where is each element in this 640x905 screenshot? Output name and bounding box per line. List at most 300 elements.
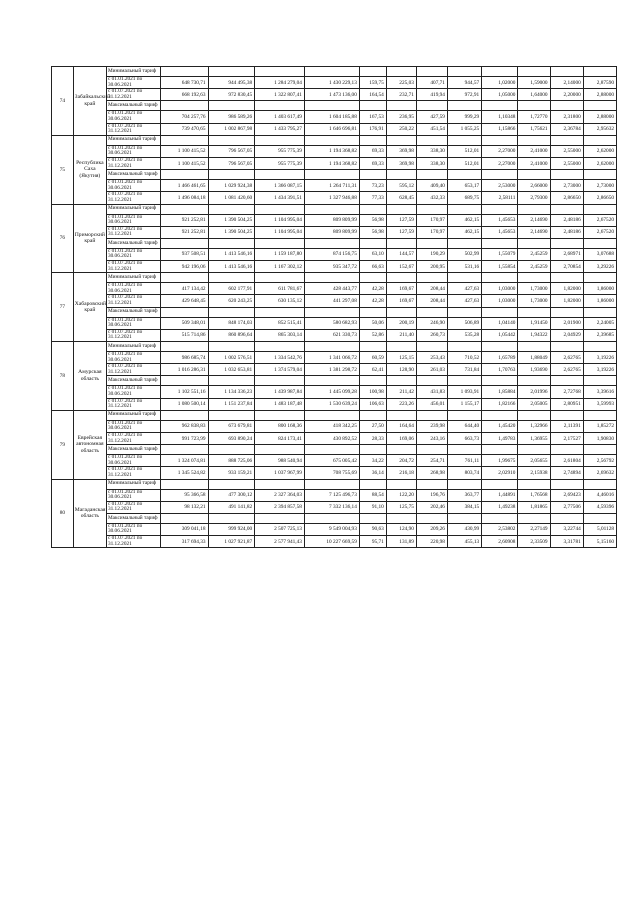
tariff-value-row	[52, 536, 617, 548]
empty-cell	[304, 513, 359, 523]
tariff-value-row	[52, 261, 617, 273]
empty-cell	[208, 204, 255, 214]
tariff-value: 739 470,65	[160, 123, 208, 135]
period-label: с 01.01.2021 по 30.06.2021	[106, 455, 160, 467]
empty-cell	[447, 410, 481, 420]
tariff-value: 2,86650	[550, 192, 583, 204]
empty-cell	[160, 101, 208, 111]
empty-cell	[386, 376, 416, 386]
empty-cell	[416, 238, 447, 248]
tariff-value: 1,05000	[482, 89, 518, 101]
tariff-value: 2 327 364,03	[255, 489, 305, 501]
tariff-value: 1 334 542,76	[255, 352, 305, 364]
empty-cell	[160, 445, 208, 455]
tariff-value: 3,19226	[583, 364, 616, 376]
tariff-value: 451,54	[416, 123, 447, 135]
empty-cell	[386, 410, 416, 420]
tariff-value: 1,49783	[482, 432, 518, 444]
tariff-value: 648 730,71	[160, 77, 208, 89]
tariff-value: 944 495,38	[208, 77, 255, 89]
tariff-value: 2,80951	[550, 398, 583, 410]
region-name: Республика Саха (Якутия)	[73, 135, 106, 204]
tariff-value: 1 366 087,15	[255, 180, 305, 192]
tariff-value: 2,17527	[550, 432, 583, 444]
tariff-value: 2,74894	[550, 467, 583, 479]
empty-cell	[160, 238, 208, 248]
empty-cell	[255, 342, 305, 352]
row-number: 75	[52, 135, 74, 204]
empty-cell	[550, 101, 583, 111]
min-tariff-label: Минимальный тариф	[106, 204, 160, 214]
tariff-value: 63,10	[359, 248, 386, 260]
empty-cell	[550, 307, 583, 317]
empty-cell	[255, 135, 305, 145]
empty-cell	[447, 513, 481, 523]
tariff-header-row	[52, 445, 617, 455]
tariff-value: 128,90	[386, 364, 416, 376]
tariff-value: 462,15	[447, 226, 481, 238]
tariff-value: 531,16	[447, 261, 481, 273]
empty-cell	[518, 101, 550, 111]
tariff-header-row	[52, 238, 617, 248]
period-label: с 01.07.2021 по 31.12.2021	[106, 123, 160, 135]
tariff-value: 428 443,77	[304, 283, 359, 295]
empty-cell	[386, 135, 416, 145]
tariff-value: 708 755,69	[304, 467, 359, 479]
tariff-value: 2,62765	[550, 364, 583, 376]
tariff-value: 170,97	[416, 226, 447, 238]
empty-cell	[304, 101, 359, 111]
tariff-value: 704 257,76	[160, 111, 208, 123]
tariff-value: 211,40	[386, 329, 416, 341]
tariff-value: 2 507 725,13	[255, 523, 305, 535]
tariff-value: 2,05005	[518, 398, 550, 410]
tariff-value: 1 390 504,25	[208, 214, 255, 226]
empty-cell	[255, 445, 305, 455]
period-label: с 01.07.2021 по 31.12.2021	[106, 89, 160, 101]
tariff-value: 1 081 420,60	[208, 192, 255, 204]
tariff-value: 1 466 461,65	[160, 180, 208, 192]
tariff-value: 800 168,36	[255, 420, 305, 432]
tariff-value: 1 430 229,13	[304, 77, 359, 89]
tariff-value: 1 016 286,31	[160, 364, 208, 376]
tariff-value: 796 567,05	[208, 157, 255, 169]
tariff-value: 509 348,01	[160, 317, 208, 329]
empty-cell	[255, 170, 305, 180]
empty-cell	[518, 376, 550, 386]
empty-cell	[359, 204, 386, 214]
tariff-value: 5,15160	[583, 536, 616, 548]
empty-cell	[447, 67, 481, 77]
empty-cell	[447, 238, 481, 248]
tariff-value: 2,14690	[518, 226, 550, 238]
empty-cell	[518, 67, 550, 77]
tariff-value: 803,74	[447, 467, 481, 479]
tariff-value: 159,75	[359, 77, 386, 89]
tariff-value: 2,55000	[550, 145, 583, 157]
empty-cell	[416, 67, 447, 77]
region-name: Приморский край	[73, 204, 106, 273]
tariff-value: 88,54	[359, 489, 386, 501]
tariff-value-row	[52, 123, 617, 135]
period-label: с 01.07.2021 по 31.12.2021	[106, 536, 160, 548]
tariff-value: 2,45259	[518, 248, 550, 260]
tariff-value: 2,67520	[583, 214, 616, 226]
tariff-value-row	[52, 501, 617, 513]
tariff-value-row	[52, 226, 617, 238]
tariff-value: 2,15938	[518, 467, 550, 479]
tariff-value: 176,91	[359, 123, 386, 135]
tariff-value: 2,20000	[550, 89, 583, 101]
tariff-value: 7 332 136,14	[304, 501, 359, 513]
tariff-value: 1 029 924,38	[208, 180, 255, 192]
tariff-value: 1 002 576,51	[208, 352, 255, 364]
empty-cell	[359, 101, 386, 111]
period-label: с 01.07.2021 по 31.12.2021	[106, 295, 160, 307]
empty-cell	[160, 170, 208, 180]
tariff-value: 1,90830	[583, 432, 616, 444]
tariff-value: 100,98	[359, 386, 386, 398]
tariff-value: 250,22	[386, 123, 416, 135]
tariff-value: 432,33	[416, 192, 447, 204]
tariff-value: 602 177,91	[208, 283, 255, 295]
empty-cell	[447, 101, 481, 111]
tariff-value: 673 679,81	[208, 420, 255, 432]
tariff-value: 2,39685	[583, 329, 616, 341]
tariff-value: 2,41000	[518, 145, 550, 157]
empty-cell	[359, 273, 386, 283]
tariff-value: 204,72	[386, 455, 416, 467]
tariff-value: 2,58111	[482, 192, 518, 204]
tariff-value: 409,40	[416, 180, 447, 192]
tariff-header-row	[52, 273, 617, 283]
empty-cell	[304, 376, 359, 386]
tariff-value: 3,39616	[583, 386, 616, 398]
empty-cell	[583, 479, 616, 489]
empty-cell	[208, 342, 255, 352]
empty-cell	[160, 307, 208, 317]
empty-cell	[386, 170, 416, 180]
empty-cell	[583, 342, 616, 352]
tariff-value: 1 159 187,80	[255, 248, 305, 260]
tariff-header-row	[52, 170, 617, 180]
tariff-value: 317 694,33	[160, 536, 208, 548]
tariff-value: 456,01	[416, 398, 447, 410]
empty-cell	[416, 135, 447, 145]
empty-cell	[304, 204, 359, 214]
tariff-value: 1 445 099,28	[304, 386, 359, 398]
tariff-value: 1,94322	[518, 329, 550, 341]
min-tariff-label: Минимальный тариф	[106, 479, 160, 489]
tariff-value: 1,45653	[482, 214, 518, 226]
period-label: с 01.07.2021 по 31.12.2021	[106, 329, 160, 341]
tariff-value: 1,03000	[482, 283, 518, 295]
tariff-value-row	[52, 214, 617, 226]
tariff-value: 933 159,21	[208, 467, 255, 479]
empty-cell	[550, 513, 583, 523]
tariff-value: 1,32966	[518, 420, 550, 432]
tariff-value: 152,67	[386, 261, 416, 273]
tariff-value: 1 345 524,82	[160, 467, 208, 479]
tariff-value: 865 303,14	[255, 329, 305, 341]
tariff-value: 164,54	[359, 89, 386, 101]
empty-cell	[447, 479, 481, 489]
empty-cell	[482, 204, 518, 214]
empty-cell	[518, 238, 550, 248]
region-name: Хабаровский край	[73, 273, 106, 342]
tariff-value: 710,52	[447, 352, 481, 364]
tariff-value: 1 037 967,99	[255, 467, 305, 479]
empty-cell	[583, 376, 616, 386]
tariff-value-row	[52, 248, 617, 260]
tariff-value: 972 830,45	[208, 89, 255, 101]
tariff-value: 66,63	[359, 261, 386, 273]
empty-cell	[550, 238, 583, 248]
empty-cell	[359, 307, 386, 317]
tariff-value: 1 134 336,23	[208, 386, 255, 398]
tariff-value: 2,48186	[550, 226, 583, 238]
empty-cell	[304, 67, 359, 77]
empty-cell	[160, 273, 208, 283]
tariff-header-row	[52, 410, 617, 420]
tariff-value: 3,07688	[583, 248, 616, 260]
tariff-value: 2,60908	[482, 536, 518, 548]
empty-cell	[386, 479, 416, 489]
empty-cell	[518, 135, 550, 145]
empty-cell	[359, 376, 386, 386]
empty-cell	[550, 410, 583, 420]
empty-cell	[550, 445, 583, 455]
tariff-value: 921 252,81	[160, 214, 208, 226]
tariff-value: 190,29	[416, 248, 447, 260]
tariff-value: 429 648,45	[160, 295, 208, 307]
tariff-value: 628,45	[386, 192, 416, 204]
empty-cell	[447, 204, 481, 214]
tariff-value: 1 483 187,48	[255, 398, 305, 410]
empty-cell	[359, 135, 386, 145]
tariff-value: 2,70854	[550, 261, 583, 273]
min-tariff-label: Минимальный тариф	[106, 410, 160, 420]
empty-cell	[160, 135, 208, 145]
tariff-value: 1,75621	[518, 123, 550, 135]
empty-cell	[583, 135, 616, 145]
empty-cell	[550, 273, 583, 283]
tariff-value: 2,72768	[550, 386, 583, 398]
tariff-value-row	[52, 180, 617, 192]
empty-cell	[386, 513, 416, 523]
tariff-value: 407,71	[416, 77, 447, 89]
tariff-value: 644,40	[447, 420, 481, 432]
empty-cell	[447, 342, 481, 352]
period-label: с 01.01.2021 по 30.06.2021	[106, 420, 160, 432]
empty-cell	[359, 479, 386, 489]
empty-cell	[482, 445, 518, 455]
tariff-value: 3,22744	[550, 523, 583, 535]
empty-cell	[550, 376, 583, 386]
tariff-value-row	[52, 317, 617, 329]
tariff-value: 1 322 807,41	[255, 89, 305, 101]
empty-cell	[208, 513, 255, 523]
tariff-value: 2,24005	[583, 317, 616, 329]
tariff-value: 170,97	[416, 214, 447, 226]
empty-cell	[386, 342, 416, 352]
tariff-value: 1,59000	[518, 77, 550, 89]
tariff-value: 986 685,74	[160, 352, 208, 364]
tariff-value: 2,79300	[518, 192, 550, 204]
empty-cell	[208, 307, 255, 317]
tariff-value: 1 080 500,14	[160, 398, 208, 410]
empty-cell	[208, 479, 255, 489]
tariff-value: 441 297,08	[304, 295, 359, 307]
empty-cell	[416, 307, 447, 317]
tariff-value: 232,71	[386, 89, 416, 101]
empty-cell	[482, 513, 518, 523]
empty-cell	[447, 376, 481, 386]
tariff-value: 1,81865	[518, 501, 550, 513]
tariff-value: 1 104 995,04	[255, 214, 305, 226]
tariff-value: 1 151 237,84	[208, 398, 255, 410]
period-label: с 01.07.2021 по 31.12.2021	[106, 432, 160, 444]
row-number: 80	[52, 479, 74, 548]
tariff-value: 60,59	[359, 352, 386, 364]
tariff-value: 200,95	[416, 261, 447, 273]
tariff-value: 430,99	[447, 523, 481, 535]
tariff-value: 1,85272	[583, 420, 616, 432]
tariff-value: 3,59993	[583, 398, 616, 410]
tariff-value: 418 342,25	[304, 420, 359, 432]
max-tariff-label: Максимальный тариф	[106, 513, 160, 523]
tariff-value: 2,55000	[550, 157, 583, 169]
tariff-value: 2 394 857,58	[255, 501, 305, 513]
tariff-value: 1,45420	[482, 420, 518, 432]
tariff-value: 144,57	[386, 248, 416, 260]
tariff-value: 1,88049	[518, 352, 550, 364]
tariff-value: 935 347,72	[304, 261, 359, 273]
tariff-value: 42,28	[359, 283, 386, 295]
tariff-value: 512,01	[447, 145, 481, 157]
tariff-value: 1,02000	[482, 77, 518, 89]
tariff-value: 208,44	[416, 283, 447, 295]
empty-cell	[304, 307, 359, 317]
tariff-value: 809 809,99	[304, 214, 359, 226]
empty-cell	[208, 238, 255, 248]
empty-cell	[482, 170, 518, 180]
tariff-value: 921 252,81	[160, 226, 208, 238]
empty-cell	[482, 238, 518, 248]
empty-cell	[482, 376, 518, 386]
empty-cell	[359, 238, 386, 248]
tariff-value: 50,06	[359, 317, 386, 329]
empty-cell	[482, 307, 518, 317]
tariff-value: 653,17	[447, 180, 481, 192]
tariff-value: 1,73000	[518, 295, 550, 307]
max-tariff-label: Максимальный тариф	[106, 307, 160, 317]
tariff-value: 1 102 551,16	[160, 386, 208, 398]
tariff-value: 1,04140	[482, 317, 518, 329]
tariff-value: 427,63	[447, 283, 481, 295]
tariff-value: 253,43	[416, 352, 447, 364]
tariff-value: 216,18	[386, 467, 416, 479]
tariff-value: 2,88000	[583, 89, 616, 101]
tariff-value: 2 577 941,43	[255, 536, 305, 548]
empty-cell	[304, 342, 359, 352]
tariff-value: 1,91450	[518, 317, 550, 329]
tariff-value: 824 173,41	[255, 432, 305, 444]
empty-cell	[583, 307, 616, 317]
empty-cell	[583, 101, 616, 111]
empty-cell	[416, 410, 447, 420]
tariff-value: 2,69423	[550, 489, 583, 501]
tariff-value: 852 515,41	[255, 317, 305, 329]
tariff-value: 196,76	[416, 489, 447, 501]
tariff-value: 1,85884	[482, 386, 518, 398]
tariff-value: 761,11	[447, 455, 481, 467]
tariff-value: 1 381 298,72	[304, 364, 359, 376]
tariff-value: 202,46	[416, 501, 447, 513]
period-label: с 01.07.2021 по 31.12.2021	[106, 467, 160, 479]
tariff-value: 1 496 084,18	[160, 192, 208, 204]
tariff-value-row	[52, 398, 617, 410]
tariff-value: 2,41000	[518, 157, 550, 169]
tariff-value: 417 134,42	[160, 283, 208, 295]
tariff-value: 621 330,73	[304, 329, 359, 341]
tariff-value-row	[52, 111, 617, 123]
tariff-value: 595,12	[386, 180, 416, 192]
tariff-value: 106,63	[359, 398, 386, 410]
tariff-value: 630 135,12	[255, 295, 305, 307]
tariff-value: 7 125 496,73	[304, 489, 359, 501]
empty-cell	[482, 67, 518, 77]
tariff-value: 988 540,94	[255, 455, 305, 467]
tariff-value: 2,62000	[583, 157, 616, 169]
tariff-header-row	[52, 135, 617, 145]
empty-cell	[447, 135, 481, 145]
tariff-value-row	[52, 420, 617, 432]
empty-cell	[359, 513, 386, 523]
tariff-table	[51, 66, 617, 548]
period-label: с 01.01.2021 по 30.06.2021	[106, 317, 160, 329]
tariff-value: 1 155,17	[447, 398, 481, 410]
period-label: с 01.01.2021 по 30.06.2021	[106, 283, 160, 295]
row-number: 78	[52, 342, 74, 411]
tariff-value: 2,01900	[550, 317, 583, 329]
period-label: с 01.01.2021 по 30.06.2021	[106, 77, 160, 89]
tariff-value: 2,04929	[550, 329, 583, 341]
tariff-value: 1 439 987,84	[255, 386, 305, 398]
tariff-value: 1,44891	[482, 489, 518, 501]
tariff-value: 962 838,83	[160, 420, 208, 432]
tariff-value: 1 324 074,81	[160, 455, 208, 467]
tariff-value: 506,89	[447, 317, 481, 329]
tariff-value: 1 604 185,88	[304, 111, 359, 123]
empty-cell	[386, 273, 416, 283]
tariff-value-row	[52, 364, 617, 376]
tariff-value: 535,28	[447, 329, 481, 341]
empty-cell	[550, 479, 583, 489]
tariff-value: 888 725,06	[208, 455, 255, 467]
empty-cell	[518, 307, 550, 317]
tariff-value: 1 027 921,87	[208, 536, 255, 548]
tariff-value: 2,86650	[583, 192, 616, 204]
tariff-value-row	[52, 489, 617, 501]
empty-cell	[359, 67, 386, 77]
empty-cell	[550, 170, 583, 180]
tariff-value: 860 896,64	[208, 329, 255, 341]
empty-cell	[518, 204, 550, 214]
tariff-value: 127,59	[386, 226, 416, 238]
row-number: 79	[52, 410, 74, 479]
empty-cell	[583, 445, 616, 455]
